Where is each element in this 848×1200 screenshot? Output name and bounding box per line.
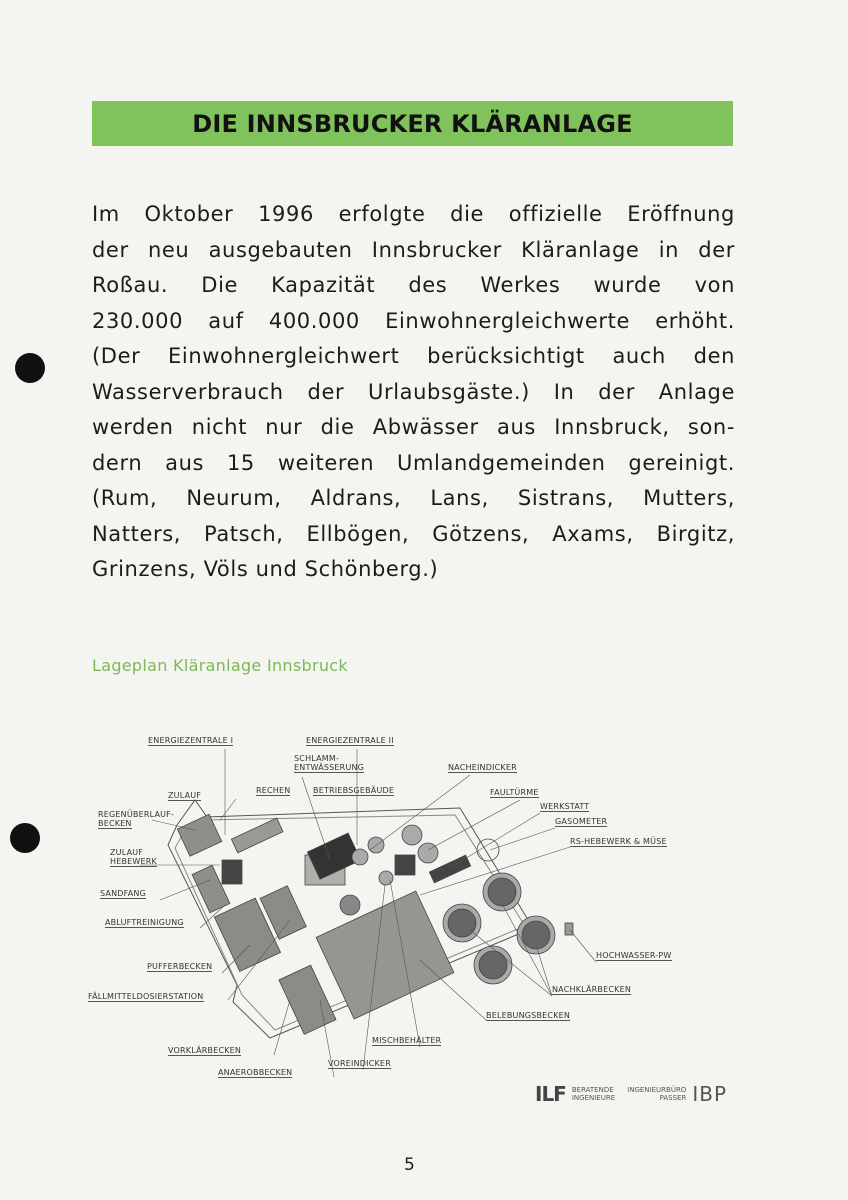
nachklaer-basin [479, 951, 507, 979]
vorklaer-basin [279, 965, 336, 1034]
label-becken: BECKEN [98, 819, 132, 828]
text-line: (Rum, Neurum, Aldrans, Lans, Sistrans, Mutters, [92, 486, 735, 510]
nachklaer-basin [488, 878, 516, 906]
figure-caption: Lageplan Kläranlage Innsbruck [92, 656, 348, 675]
ilf-sub-2: INGENIEURE [571, 1094, 616, 1102]
text-line: 230.000 auf 400.000 Einwohnergleichwerte erhöht. [92, 308, 735, 333]
text-line: Im Oktober 1996 erfolgte die offizielle Eröffnung [92, 202, 735, 226]
nachklaer-basin [448, 909, 476, 937]
nacheindicker [368, 837, 384, 853]
label-rechen: RECHEN [256, 786, 291, 795]
label-vorklaerbecken: VORKLÄRBECKEN [168, 1046, 242, 1055]
ibp-sub-1: INGENIEURBÜRO [627, 1086, 687, 1094]
label-energiezentrale-1: ENERGIEZENTRALE I [148, 736, 234, 745]
text-line: Natters, Patsch, Ellbögen, Götzens, Axams, Birgitz, [92, 521, 735, 546]
regenueberlauf-basin [177, 814, 221, 856]
label-faultuerme: FAULTÜRME [490, 788, 539, 797]
label-gasometer: GASOMETER [555, 817, 608, 826]
ilf-logo: ILF [535, 1082, 566, 1106]
text-line: (Der Einwohnergleichwert berücksichtigt auch den [92, 344, 735, 368]
text-line: Grinzens, Völs und Schönberg.) [92, 557, 439, 581]
hochwasser-pw [565, 923, 573, 935]
nacheindicker [352, 849, 368, 865]
ilf-sub-1: BERATENDE [571, 1086, 614, 1094]
label-zulauf-2: ZULAUF [110, 848, 144, 857]
label-sandfang: SANDFANG [100, 889, 146, 898]
text-line: der neu ausgebauten Innsbrucker Kläranlage in der [92, 237, 735, 262]
label-hebewerk: HEBEWERK [110, 857, 157, 866]
label-nacheindicker: NACHEINDICKER [448, 763, 517, 772]
label-betriebsgebaeude: BETRIEBSGEBÄUDE [313, 786, 395, 795]
logos [535, 1082, 727, 1106]
page-title: DIE INNSBRUCKER KLÄRANLAGE [192, 109, 633, 138]
rechen-building [231, 818, 283, 853]
label-entwaesserung: ENTWÄSSERUNG [294, 763, 365, 772]
label-zulauf: ZULAUF [168, 791, 202, 800]
label-werkstatt: WERKSTATT [540, 802, 590, 811]
label-schlamm: SCHLAMM- [294, 754, 340, 763]
text-line: werden nicht nur die Abwässer aus Innsbruck, son- [92, 415, 735, 439]
gasometer [477, 839, 499, 861]
voreindicker [379, 871, 393, 885]
label-anaerobbecken: ANAEROBBECKEN [218, 1068, 293, 1077]
label-energiezentrale-2: ENERGIEZENTRALE II [306, 736, 394, 745]
label-mischbehaelter: MISCHBEHÄLTER [372, 1036, 442, 1045]
label-belebungsbecken: BELEBUNGSBECKEN [486, 1011, 571, 1020]
text-line: Roßau. Die Kapazität des Werkes wurde von [92, 273, 735, 297]
nachklaer-basin [522, 921, 550, 949]
text-line: Wasserverbrauch der Urlaubsgäste.) In der Anlage [92, 379, 735, 404]
label-nachklaerbecken: NACHKLÄRBECKEN [552, 985, 632, 994]
label-pufferbecken: PUFFERBECKEN [147, 962, 213, 971]
label-hochwasser: HOCHWASSER-PW [596, 951, 672, 960]
label-regenueberlauf: REGENÜBERLAUF- [98, 810, 175, 819]
page-number: 5 [404, 1155, 415, 1175]
text-line: dern aus 15 weiteren Umlandgemeinden gereinigt. [92, 450, 735, 475]
mischbehaelter [395, 855, 415, 875]
label-voreindicker: VOREINDICKER [328, 1059, 391, 1068]
label-rs-hebewerk: RS-HEBEWERK & MÜSE [570, 837, 667, 846]
ibp-logo: IBP [692, 1082, 728, 1106]
mixer [340, 895, 360, 915]
ibp-subtitle [627, 1086, 686, 1102]
ibp-sub-2: PASSER [659, 1094, 687, 1102]
ilf-subtitle [572, 1086, 615, 1102]
label-abluftreinigung: ABLUFTREINIGUNG [105, 918, 184, 927]
zulauf-building [222, 860, 242, 884]
faulturm [402, 825, 422, 845]
label-faellmittel: FÄLLMITTELDOSIERSTATION [88, 992, 204, 1001]
belebungs-basin [316, 891, 454, 1019]
